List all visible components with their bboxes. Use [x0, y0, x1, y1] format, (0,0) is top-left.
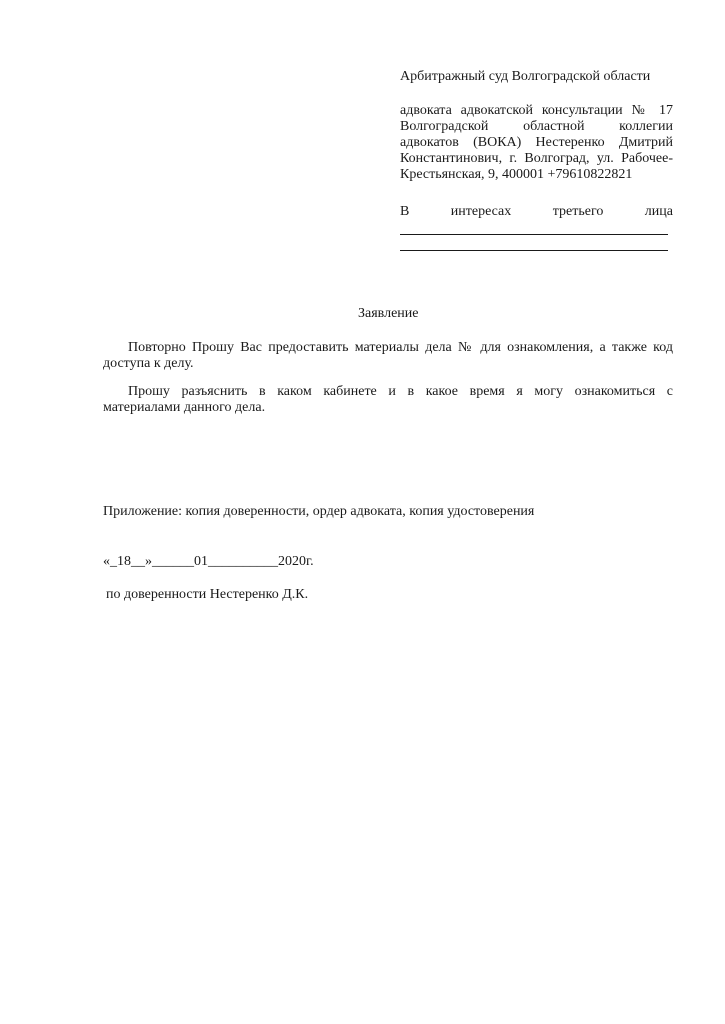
paragraph-1-line-2: доступа к делу.: [103, 356, 194, 371]
attachment-line: Приложение: копия доверенности, ордер адвоката, копия удостоверения: [103, 504, 535, 519]
recipient-court: Арбитражный суд Волгоградской области: [400, 69, 651, 84]
blank-line: [400, 234, 668, 235]
interest-text: В интересах третьего лица: [400, 204, 673, 219]
interest-line: [400, 204, 673, 220]
sender-line: адвоката адвокатской консультации № 17: [400, 103, 673, 118]
date-line: «_18__»______01__________2020г.: [103, 554, 314, 569]
paragraph-1-line-1: Повторно Прошу Вас предоставить материалы дела № для ознакомления, а также код: [128, 340, 673, 355]
blank-line: [400, 250, 668, 251]
paragraph-2-line-2: материалами данного дела.: [103, 400, 266, 415]
document-title: Заявление: [358, 306, 419, 321]
sender-line: Крестьянская, 9, 400001 +79610822821: [400, 167, 633, 182]
sender-line: Волгоградской областной коллегии: [400, 119, 673, 134]
sender-line: Константинович, г. Волгоград, ул. Рабочее-: [400, 151, 673, 166]
signature-line: по доверенности Нестеренко Д.К.: [106, 587, 309, 602]
paragraph-2-line-1: Прошу разъяснить в каком кабинете и в какое время я могу ознакомиться с: [128, 384, 673, 399]
sender-line: адвокатов (ВОКА) Нестеренко Дмитрий: [400, 135, 673, 150]
sender-block: [400, 103, 673, 183]
